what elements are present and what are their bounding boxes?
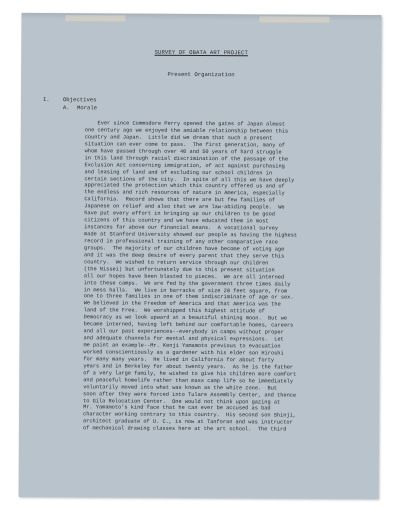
body-line: character working contrary to this country. His second son Shinji, <box>83 411 297 419</box>
body-line: voluntarily moved into what was known as the white zone. But <box>83 383 278 392</box>
document-title: SURVEY OF OBATA ART PROJECT <box>154 48 248 57</box>
body-line: citizens of this country and we have educated them in most <box>84 217 269 225</box>
body-line: country. We wished to return service through our children <box>83 259 269 267</box>
body-line: We believed in the Freedom of America and that America was the <box>83 300 281 308</box>
body-line: worked conscientiously as a gardener with his elder son Hiroshi <box>83 349 284 357</box>
subsection-label: Morale <box>76 104 98 112</box>
body-line: and adequate channels for mental and physical expressions. Let <box>83 335 284 343</box>
body-line: certain sections of the city. In spite of all this we have deeply <box>84 175 295 184</box>
body-line: for many many years. He lived in California for about forty <box>83 356 275 364</box>
body-line: California. Record shows that there are but few families of <box>84 196 276 204</box>
typed-document <box>19 13 382 499</box>
body-text <box>83 120 375 434</box>
document-page <box>19 13 382 499</box>
body-line: into these camps. We are fed by the government three times daily <box>83 279 291 288</box>
body-line: all our hopes have been blasted to pieces. We are all interned <box>83 272 285 281</box>
section-number: I. <box>42 96 50 104</box>
body-line: have put every effort in bringing up our children to be good <box>84 210 276 218</box>
body-line: the endless and rich resources of nature in America, especially <box>84 189 285 197</box>
body-line: me paint an example--Mr. Kenji Yamamoto previous to evacuation <box>83 342 281 350</box>
body-line: in this land through racial discrimination of the passage of the <box>84 154 289 163</box>
body-line: and all our past experiences--everybody in camps without proper <box>83 328 284 336</box>
body-line: and peaceful homelife rather than mass camp life so he immediately <box>83 376 294 385</box>
body-line: country and Japan. Little did we dream that such a present <box>84 134 273 142</box>
body-line: whom have passed through over 40 and 50 years of hard struggle <box>84 148 282 156</box>
body-line: and it was the deep desire of every parent that they serve this <box>83 252 285 260</box>
body-line: Ever since Commodore Perry opened the gates of Japan almost <box>84 120 286 128</box>
body-line: groups. The majority of our children have become of voting age <box>84 245 285 253</box>
body-line: architect graduate of U. C., is now at Tanforan and was instructor <box>82 418 293 426</box>
body-line: Japanese on relief and also that we are law-abiding people. We <box>84 203 285 211</box>
body-line: (the Nissei) but unfortunately due to this present situation <box>83 265 275 274</box>
body-line: instances far above our financial means. A vocational survey <box>84 224 279 232</box>
body-line: became interned, having left behind our comfortable homes, careers <box>83 321 294 329</box>
body-line: to Gila Relocation Center. One would not think upon gazing at <box>83 397 281 405</box>
document-subtitle: Present Organization <box>167 70 235 79</box>
section-heading <box>43 97 97 104</box>
body-line: Exclusion Act concerning immigration, of act against purchasing <box>84 161 285 170</box>
body-line: appreciated the protection which this country offered us and of <box>84 182 285 190</box>
body-line: one to three families in one of them indiscriminate of age or sex. <box>83 293 294 302</box>
body-line: Democracy as we look upward at a beautiful shining moon. But we <box>83 314 288 322</box>
subsection-heading <box>63 105 97 112</box>
body-line: years and in Berkeley for about twenty years. As he is the father <box>83 363 294 371</box>
body-line: of mechanical drawing classes here at the art school. The third <box>82 425 287 433</box>
body-line: land of the Free. We worshipped this highest attitude of <box>83 307 265 315</box>
body-line: record in professional training of any other comparative race <box>84 238 279 246</box>
body-line: of a very large family, he wished to give his children more comfort <box>83 370 297 378</box>
body-line: Mr. Yamamoto's kind face that he can ever be accused as bad <box>83 404 271 412</box>
body-line: soon after they were forced into Tulare Assembly Center, and thence <box>83 390 297 399</box>
body-line: situation can ever come to pass. The first generation, many of <box>84 141 285 149</box>
body-line: made at Stanford University showed our people as having the highest <box>84 231 298 239</box>
section-label: Objectives <box>62 96 97 104</box>
subsection-number: A. <box>62 104 70 112</box>
body-line: in mess halls. We live in barracks of size 20 feet square, from <box>83 286 288 295</box>
body-line: one century ago we enjoyed the amiable relationship between this <box>84 127 289 135</box>
body-line: and leasing of land and of excluding our school children in <box>84 168 273 177</box>
